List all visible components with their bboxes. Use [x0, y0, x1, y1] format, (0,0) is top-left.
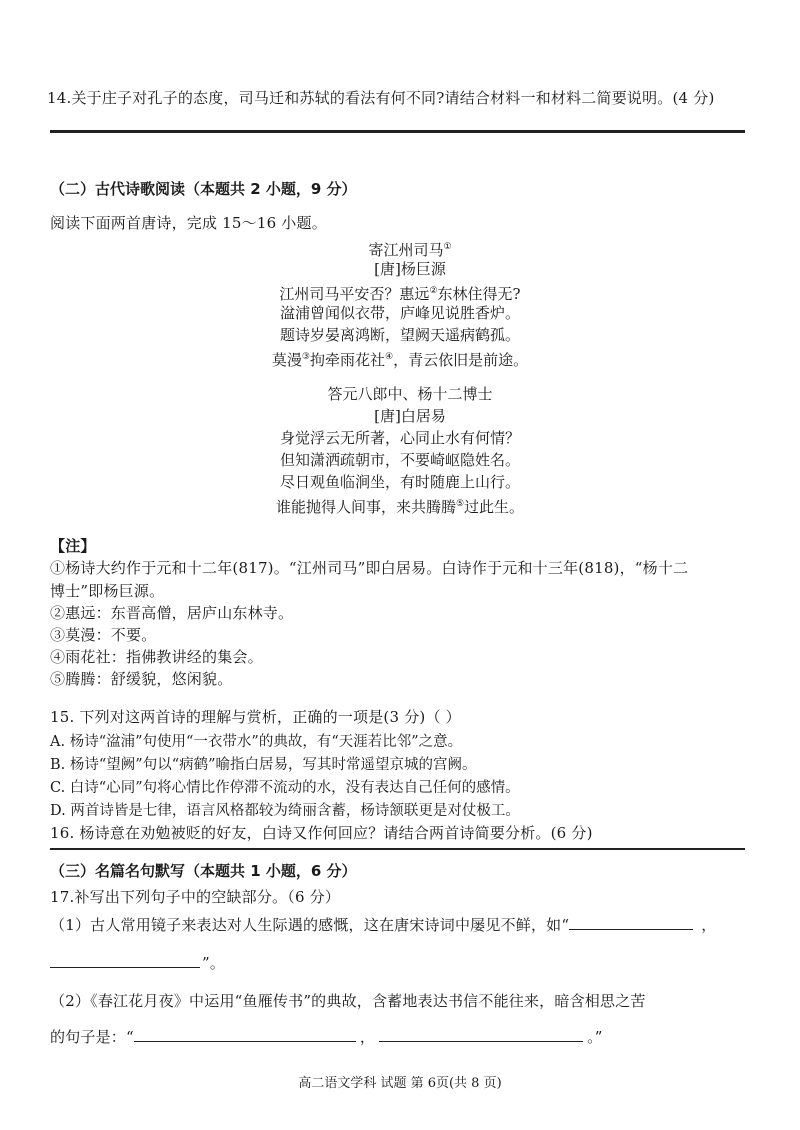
question-15-option-c: C. 白诗“心同”句将心情比作停滞不流动的水，没有表达自己任何的感情。 — [50, 780, 520, 796]
question-14: 14.关于庄子对孔子的态度，司马迁和苏轼的看法有何不同?请结合材料一和材料二简要说明。(4 分) — [47, 89, 715, 107]
poem-2-title: 答元八郎中、杨十二博士 — [327, 385, 493, 403]
blank-1[interactable] — [569, 915, 693, 930]
note-1b: 博士”即杨巨源。 — [50, 582, 165, 600]
poem-1-line-4: 莫漫③拘牵雨花社④，青云依旧是前途。 — [271, 351, 529, 369]
question-17-stem: 17.补写出下列句子中的空缺部分。（6 分） — [50, 888, 341, 906]
question-15-option-d: D. 两首诗皆是七律，语言风格都较为绮丽含蓄，杨诗颔联更是对仗极工。 — [50, 803, 520, 819]
question-15-stem: 15. 下列对这两首诗的理解与赏析，正确的一项是(3 分)（ ） — [50, 708, 461, 726]
note-5: ⑤腾腾：舒缓貌，悠闲貌。 — [50, 670, 233, 688]
note-4: ④雨花社：指佛教讲经的集会。 — [50, 648, 263, 666]
answer-line-q14 — [50, 130, 745, 133]
question-15-option-a: A. 杨诗“湓浦”句使用“一衣带水”的典故，有“天涯若比邻”之意。 — [50, 734, 463, 750]
blank-3[interactable] — [134, 1027, 356, 1042]
poem-1-line-3: 题诗岁晏离鸿断，望阙天遥病鹤孤。 — [279, 326, 520, 344]
poem-2 — [0, 383, 800, 515]
poem-1-line-1: 江州司马平安否？惠远②东林住得无? — [279, 285, 521, 303]
section-3-title: （三）名篇名句默写（本题共 1 小题，6 分） — [50, 862, 357, 880]
blank-4[interactable] — [379, 1027, 583, 1042]
question-17-part-1: （1）古人常用镜子来表达对人生际遇的感慨，这在唐宋诗词中屡见不鲜，如“ ， — [50, 916, 717, 934]
poem-2-line-1: 身觉浮云无所著，心同止水有何情？ — [279, 429, 520, 447]
poem-2-author: [唐]白居易 — [374, 407, 446, 425]
question-17-part-2-cont: 的句子是：“ ， 。” — [50, 1028, 603, 1046]
poem-2-line-3: 尽日观鱼临涧坐，有时随鹿上山行。 — [279, 473, 520, 491]
question-16: 16. 杨诗意在劝勉被贬的好友，白诗又作何回应？请结合两首诗简要分析。(6 分) — [50, 824, 593, 842]
question-17-part-2: （2）《春江花月夜》中运用“鱼雁传书”的典故，含蓄地表达书信不能往来，暗含相思之苦 — [50, 992, 646, 1010]
blank-2[interactable] — [50, 953, 200, 968]
question-15-option-b: B. 杨诗“望阙”句以“病鹤”喻指白居易，写其时常遥望京城的宫阙。 — [50, 757, 477, 773]
section-2-title: （二）古代诗歌阅读（本题共 2 小题，9 分） — [50, 180, 357, 198]
poem-2-line-4: 谁能抛得人间事，来共腾腾⑤过此生。 — [275, 498, 525, 516]
section-2-instruction: 阅读下面两首唐诗，完成 15～16 小题。 — [50, 214, 327, 232]
notes-header: 【注】 — [50, 537, 96, 555]
poem-1-author: [唐]杨巨源 — [374, 260, 446, 278]
note-2: ②惠远：东晋高僧，居庐山东林寺。 — [50, 604, 294, 622]
question-17-part-1-cont: ”。 — [50, 952, 225, 973]
page-footer: 高二语文学科 试题 第 6页(共 8 页) — [298, 1076, 502, 1091]
poem-1 — [0, 236, 800, 368]
poem-1-title: 寄江州司马① — [368, 241, 452, 259]
poem-2-line-2: 但知潇洒疏朝市，不要崎岖隐姓名。 — [279, 451, 520, 469]
note-3: ③莫漫：不要。 — [50, 626, 157, 644]
answer-line-q16 — [50, 848, 745, 850]
note-1a: ①杨诗大约作于元和十二年(817)。“江州司马”即白居易。白诗作于元和十三年(818)，“杨十二 — [50, 559, 689, 577]
poem-1-line-2: 湓浦曾闻似衣带，庐峰见说胜香炉。 — [279, 304, 520, 322]
